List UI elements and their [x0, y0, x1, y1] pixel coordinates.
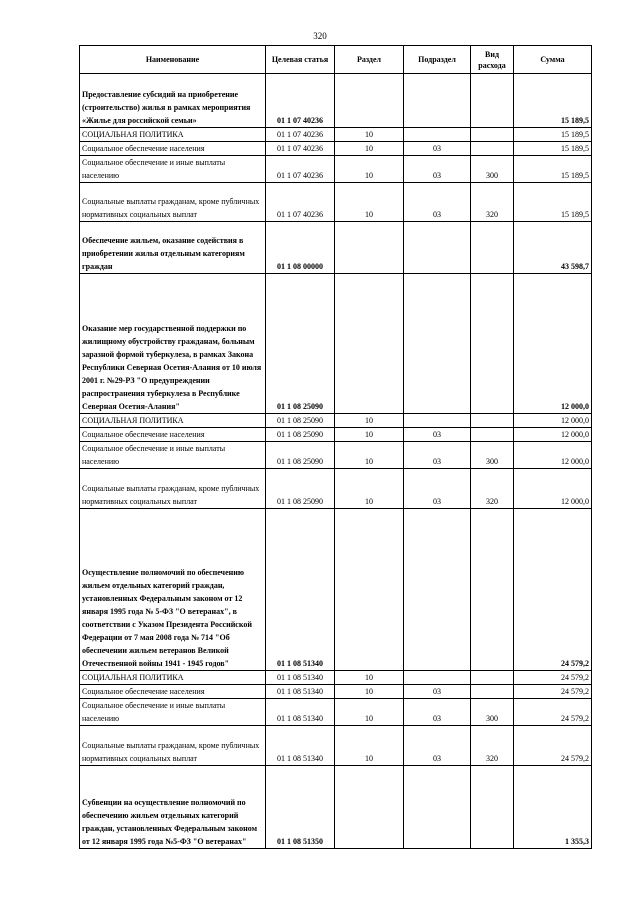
- cell-amount: 12 000,0: [514, 274, 592, 414]
- table-body: [80, 74, 592, 849]
- cell-target-article: 01 1 08 25090: [266, 274, 335, 414]
- cell-section: 10: [335, 128, 404, 142]
- cell-name: Социальные выплаты гражданам, кроме публичных нормативных социальных выплат: [80, 469, 266, 509]
- cell-expense-type: [471, 74, 514, 128]
- table-row: [80, 128, 592, 142]
- cell-expense-type: 300: [471, 699, 514, 726]
- cell-subsection: 03: [404, 428, 471, 442]
- cell-subsection: 03: [404, 685, 471, 699]
- cell-subsection: [404, 671, 471, 685]
- cell-name: Социальное обеспечение и иные выплаты населению: [80, 442, 266, 469]
- budget-table: [79, 45, 592, 849]
- cell-section: 10: [335, 183, 404, 222]
- table-row: [80, 156, 592, 183]
- cell-section: 10: [335, 726, 404, 766]
- cell-expense-type: [471, 685, 514, 699]
- cell-section: 10: [335, 685, 404, 699]
- cell-amount: 1 355,3: [514, 766, 592, 849]
- cell-amount: 24 579,2: [514, 699, 592, 726]
- cell-subsection: [404, 274, 471, 414]
- cell-expense-type: 300: [471, 442, 514, 469]
- cell-name: Предоставление субсидий на приобретение (строительство) жилья в рамках мероприятия «Жилье для российской семьи»: [80, 74, 266, 128]
- table-row: [80, 274, 592, 414]
- table-row: [80, 699, 592, 726]
- cell-amount: 12 000,0: [514, 428, 592, 442]
- header-amount: Сумма: [514, 46, 592, 74]
- cell-name: Социальное обеспечение населения: [80, 142, 266, 156]
- cell-expense-type: 320: [471, 183, 514, 222]
- cell-expense-type: 320: [471, 726, 514, 766]
- cell-target-article: 01 1 08 51340: [266, 726, 335, 766]
- cell-section: [335, 222, 404, 274]
- cell-target-article: 01 1 08 00000: [266, 222, 335, 274]
- cell-name: Оказание мер государственной поддержки по жилищному обустройству гражданам, больным заразной формой туберкулеза, в рамках Закона Республики Северная Осетия-Алания от 10 июля 2001 г. №29-РЗ "О предупреждении распространения туберкулеза в Республике Северная Осетия-Алания": [80, 274, 266, 414]
- cell-target-article: 01 1 08 51340: [266, 699, 335, 726]
- cell-subsection: 03: [404, 156, 471, 183]
- header-target-article: Целевая статья: [266, 46, 335, 74]
- cell-target-article: 01 1 07 40236: [266, 142, 335, 156]
- cell-amount: 12 000,0: [514, 414, 592, 428]
- cell-name: СОЦИАЛЬНАЯ ПОЛИТИКА: [80, 671, 266, 685]
- cell-target-article: 01 1 08 25090: [266, 428, 335, 442]
- cell-subsection: [404, 766, 471, 849]
- cell-subsection: [404, 509, 471, 671]
- cell-target-article: 01 1 07 40236: [266, 156, 335, 183]
- cell-subsection: 03: [404, 726, 471, 766]
- cell-subsection: 03: [404, 442, 471, 469]
- cell-expense-type: [471, 414, 514, 428]
- cell-target-article: 01 1 08 51340: [266, 685, 335, 699]
- cell-subsection: 03: [404, 469, 471, 509]
- cell-amount: 15 189,5: [514, 128, 592, 142]
- cell-amount: 24 579,2: [514, 509, 592, 671]
- cell-amount: 43 598,7: [514, 222, 592, 274]
- cell-target-article: 01 1 08 51340: [266, 509, 335, 671]
- cell-expense-type: 300: [471, 156, 514, 183]
- cell-target-article: 01 1 08 25090: [266, 442, 335, 469]
- cell-expense-type: [471, 428, 514, 442]
- cell-section: 10: [335, 469, 404, 509]
- cell-name: Социальные выплаты гражданам, кроме публичных нормативных социальных выплат: [80, 726, 266, 766]
- table-header-row: [80, 46, 592, 74]
- header-name: Наименование: [80, 46, 266, 74]
- cell-section: [335, 74, 404, 128]
- cell-section: 10: [335, 699, 404, 726]
- cell-target-article: 01 1 07 40236: [266, 128, 335, 142]
- page-number: 320: [313, 31, 327, 41]
- table-row: [80, 183, 592, 222]
- cell-target-article: 01 1 07 40236: [266, 74, 335, 128]
- cell-name: Субвенции на осуществление полномочий по обеспечению жильем отдельных категорий граждан, установленных Федеральным законом от 12 января 1995 года №5-ФЗ "О ветеранах": [80, 766, 266, 849]
- cell-amount: 24 579,2: [514, 671, 592, 685]
- cell-name: Обеспечение жильем, оказание содействия в приобретении жилья отдельным категориям граждан: [80, 222, 266, 274]
- cell-name: Социальное обеспечение и иные выплаты населению: [80, 699, 266, 726]
- cell-expense-type: [471, 509, 514, 671]
- cell-target-article: 01 1 08 51350: [266, 766, 335, 849]
- cell-expense-type: [471, 274, 514, 414]
- cell-name: СОЦИАЛЬНАЯ ПОЛИТИКА: [80, 414, 266, 428]
- cell-amount: 12 000,0: [514, 442, 592, 469]
- cell-amount: 15 189,5: [514, 74, 592, 128]
- cell-expense-type: 320: [471, 469, 514, 509]
- cell-name: Осуществление полномочий по обеспечению жильем отдельных категорий граждан, установленных Федеральным законом от 12 января 1995 года № 5-ФЗ "О ветеранах", в соответствии с Указом Президента Российской Федерации от 7 мая 2008 года № 714 "Об обеспечении жильем ветеранов Великой Отечественной войны 1941 - 1945 годов": [80, 509, 266, 671]
- cell-target-article: 01 1 08 51340: [266, 671, 335, 685]
- cell-subsection: 03: [404, 142, 471, 156]
- table-row: [80, 428, 592, 442]
- table-row: [80, 74, 592, 128]
- cell-amount: 15 189,5: [514, 183, 592, 222]
- cell-amount: 24 579,2: [514, 726, 592, 766]
- header-section: Раздел: [335, 46, 404, 74]
- header-expense-type: Вид расхода: [471, 46, 514, 74]
- cell-expense-type: [471, 671, 514, 685]
- cell-name: Социальное обеспечение населения: [80, 685, 266, 699]
- table-row: [80, 766, 592, 849]
- cell-expense-type: [471, 222, 514, 274]
- cell-name: Социальное обеспечение населения: [80, 428, 266, 442]
- cell-section: 10: [335, 428, 404, 442]
- cell-section: 10: [335, 414, 404, 428]
- cell-subsection: 03: [404, 699, 471, 726]
- table-row: [80, 442, 592, 469]
- cell-amount: 12 000,0: [514, 469, 592, 509]
- cell-amount: 15 189,5: [514, 156, 592, 183]
- cell-name: Социальное обеспечение и иные выплаты населению: [80, 156, 266, 183]
- cell-target-article: 01 1 08 25090: [266, 414, 335, 428]
- table-row: [80, 671, 592, 685]
- cell-expense-type: [471, 766, 514, 849]
- cell-subsection: 03: [404, 183, 471, 222]
- table-row: [80, 685, 592, 699]
- header-subsection: Подраздел: [404, 46, 471, 74]
- cell-section: 10: [335, 671, 404, 685]
- cell-section: 10: [335, 156, 404, 183]
- cell-amount: 15 189,5: [514, 142, 592, 156]
- table-row: [80, 222, 592, 274]
- cell-name: Социальные выплаты гражданам, кроме публичных нормативных социальных выплат: [80, 183, 266, 222]
- cell-amount: 24 579,2: [514, 685, 592, 699]
- cell-name: СОЦИАЛЬНАЯ ПОЛИТИКА: [80, 128, 266, 142]
- cell-subsection: [404, 74, 471, 128]
- table-row: [80, 414, 592, 428]
- table-row: [80, 142, 592, 156]
- cell-expense-type: [471, 128, 514, 142]
- table-row: [80, 469, 592, 509]
- cell-expense-type: [471, 142, 514, 156]
- cell-section: [335, 274, 404, 414]
- cell-target-article: 01 1 08 25090: [266, 469, 335, 509]
- cell-subsection: [404, 128, 471, 142]
- cell-section: [335, 509, 404, 671]
- cell-subsection: [404, 414, 471, 428]
- table-row: [80, 726, 592, 766]
- cell-section: [335, 766, 404, 849]
- table-row: [80, 509, 592, 671]
- cell-subsection: [404, 222, 471, 274]
- cell-section: 10: [335, 442, 404, 469]
- cell-section: 10: [335, 142, 404, 156]
- cell-target-article: 01 1 07 40236: [266, 183, 335, 222]
